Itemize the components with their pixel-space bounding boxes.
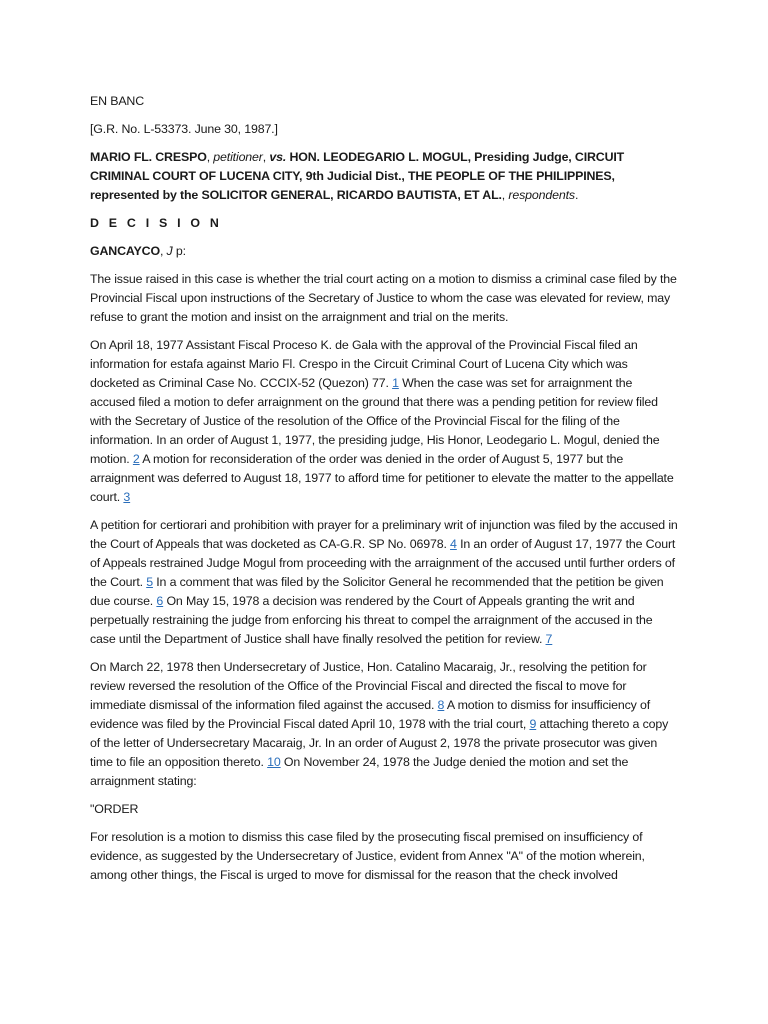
paragraph-text: On November 24, 1978 the Judge denied the motion and set the arraignment stating:	[90, 755, 629, 788]
paragraph-review	[90, 658, 678, 791]
footnote-link-3[interactable]: 3	[123, 490, 131, 504]
order-heading: "ORDER	[90, 802, 139, 816]
ponente-line: GANCAYCO, J p:	[90, 244, 186, 258]
paragraph-text: A motion for reconsideration of the order was denied in the order of August 5, 1977 but the arraignment was deferred to August 18, 1977 to afford time for petitioner to elevate the matter to the appellate court.	[90, 452, 674, 504]
footnote-link-9[interactable]: 9	[529, 717, 537, 731]
footnote-link-7[interactable]: 7	[545, 632, 553, 646]
decision-document	[90, 92, 678, 894]
paragraph-text: A petition for certiorari and prohibition with prayer for a preliminary writ of injunction was filed by the accused in the Court of Appeals that was docketed as CA-G.R. SP No. 06978.	[90, 518, 678, 551]
footnote-link-5[interactable]: 5	[146, 575, 153, 589]
paragraph-text: A motion to dismiss for insufficiency of evidence was filed by the Provincial Fiscal dated April 10, 1978 with the trial court,	[90, 698, 651, 731]
paragraph-text: On May 15, 1978 a decision was rendered by the Court of Appeals granting the writ and perpetually restraining the judge from enforcing his threat to compel the arraignment of the accused in the case until the Department of Justice shall have finally resolved the petition for review.	[90, 594, 653, 646]
paragraph-order: For resolution is a motion to dismiss this case filed by the prosecuting fiscal premised on insufficiency of evidence, as suggested by the Undersecretary of Justice, evident from Annex "A" of the motion wherein, among other things, the Fiscal is urged to move for dismissal for the reason that the check involved	[90, 830, 645, 882]
case-number: [G.R. No. L-53373. June 30, 1987.]	[90, 122, 278, 136]
ponente-name: GANCAYCO	[90, 244, 160, 258]
paragraph-background	[90, 336, 678, 507]
petitioner-name: MARIO FL. CRESPO	[90, 150, 207, 164]
footnote-link-10[interactable]: 10	[267, 755, 281, 769]
paragraph-text: attaching thereto a copy of the letter of Undersecretary Macaraig, Jr. In an order of August 2, 1978 the private prosecutor was given time to file an opposition thereto.	[90, 717, 669, 769]
paragraph-text: On March 22, 1978 then Undersecretary of Justice, Hon. Catalino Macaraig, Jr., resolving the petition for review reversed the resolution of the Office of the Provincial Fiscal and directed the fiscal to move for immediate dismissal of the information filed against the accused.	[90, 660, 647, 712]
paragraph-text: In a comment that was filed by the Solicitor General he recommended that the petition be given due course.	[90, 575, 664, 608]
footnote-link-6[interactable]: 6	[156, 594, 164, 608]
respondents-role: respondents	[508, 188, 575, 202]
footnote-link-1[interactable]: 1	[392, 376, 399, 390]
respondents-names: HON. LEODEGARIO L. MOGUL, Presiding Judge, CIRCUIT CRIMINAL COURT OF LUCENA CITY, 9th Judicial Dist., THE PEOPLE OF THE PHILIPPINES, represented by the SOLICITOR GENERAL, RICARDO BAUTISTA, ET AL.	[90, 150, 625, 202]
ponente-title: J	[166, 244, 173, 258]
paragraph-issue: The issue raised in this case is whether the trial court acting on a motion to dismiss a criminal case filed by the Provincial Fiscal upon instructions of the Secretary of Justice to whom the case was elevated for review, may refuse to grant the motion and insist on the arraignment and trial on the merits.	[90, 272, 677, 324]
paragraph-text: When the case was set for arraignment the accused filed a motion to defer arraignment on the ground that there was a pending petition for review filed with the Secretary of Justice of the resolution of the Office of the Provincial Fiscal for the filing of the information. In an order of August 1, 1977, the presiding judge, His Honor, Leodegario L. Mogul, denied the motion.	[90, 376, 660, 466]
footnote-link-8[interactable]: 8	[437, 698, 445, 712]
versus-label: vs.	[269, 150, 287, 164]
petitioner-role: petitioner	[213, 150, 263, 164]
paragraph-certiorari	[90, 516, 678, 649]
paragraph-text: On April 18, 1977 Assistant Fiscal Proceso K. de Gala with the approval of the Provincial Fiscal filed an information for estafa against Mario Fl. Crespo in the Circuit Criminal Court of Lucena City which was docketed as Criminal Case No. CCCIX-52 (Quezon) 77.	[90, 338, 638, 390]
court-division: EN BANC	[90, 94, 145, 108]
paragraph-text: In an order of August 17, 1977 the Court of Appeals restrained Judge Mogul from proceeding with the arraignment of the accused until further orders of the Court.	[90, 537, 676, 589]
footnote-link-2[interactable]: 2	[132, 452, 140, 466]
footnote-link-4[interactable]: 4	[450, 537, 457, 551]
decision-heading: D E C I S I O N	[90, 216, 222, 230]
case-parties: MARIO FL. CRESPO, petitioner, vs. HON. LEODEGARIO L. MOGUL, Presiding Judge, CIRCUIT CRIMINAL COURT OF LUCENA CITY, 9th Judicial Dist., THE PEOPLE OF THE PHILIPPINES, represented by the SOLICITOR GENERAL, RICARDO BAUTISTA, ET AL., respondents.	[90, 150, 625, 202]
ponente-suffix: p:	[175, 244, 186, 258]
